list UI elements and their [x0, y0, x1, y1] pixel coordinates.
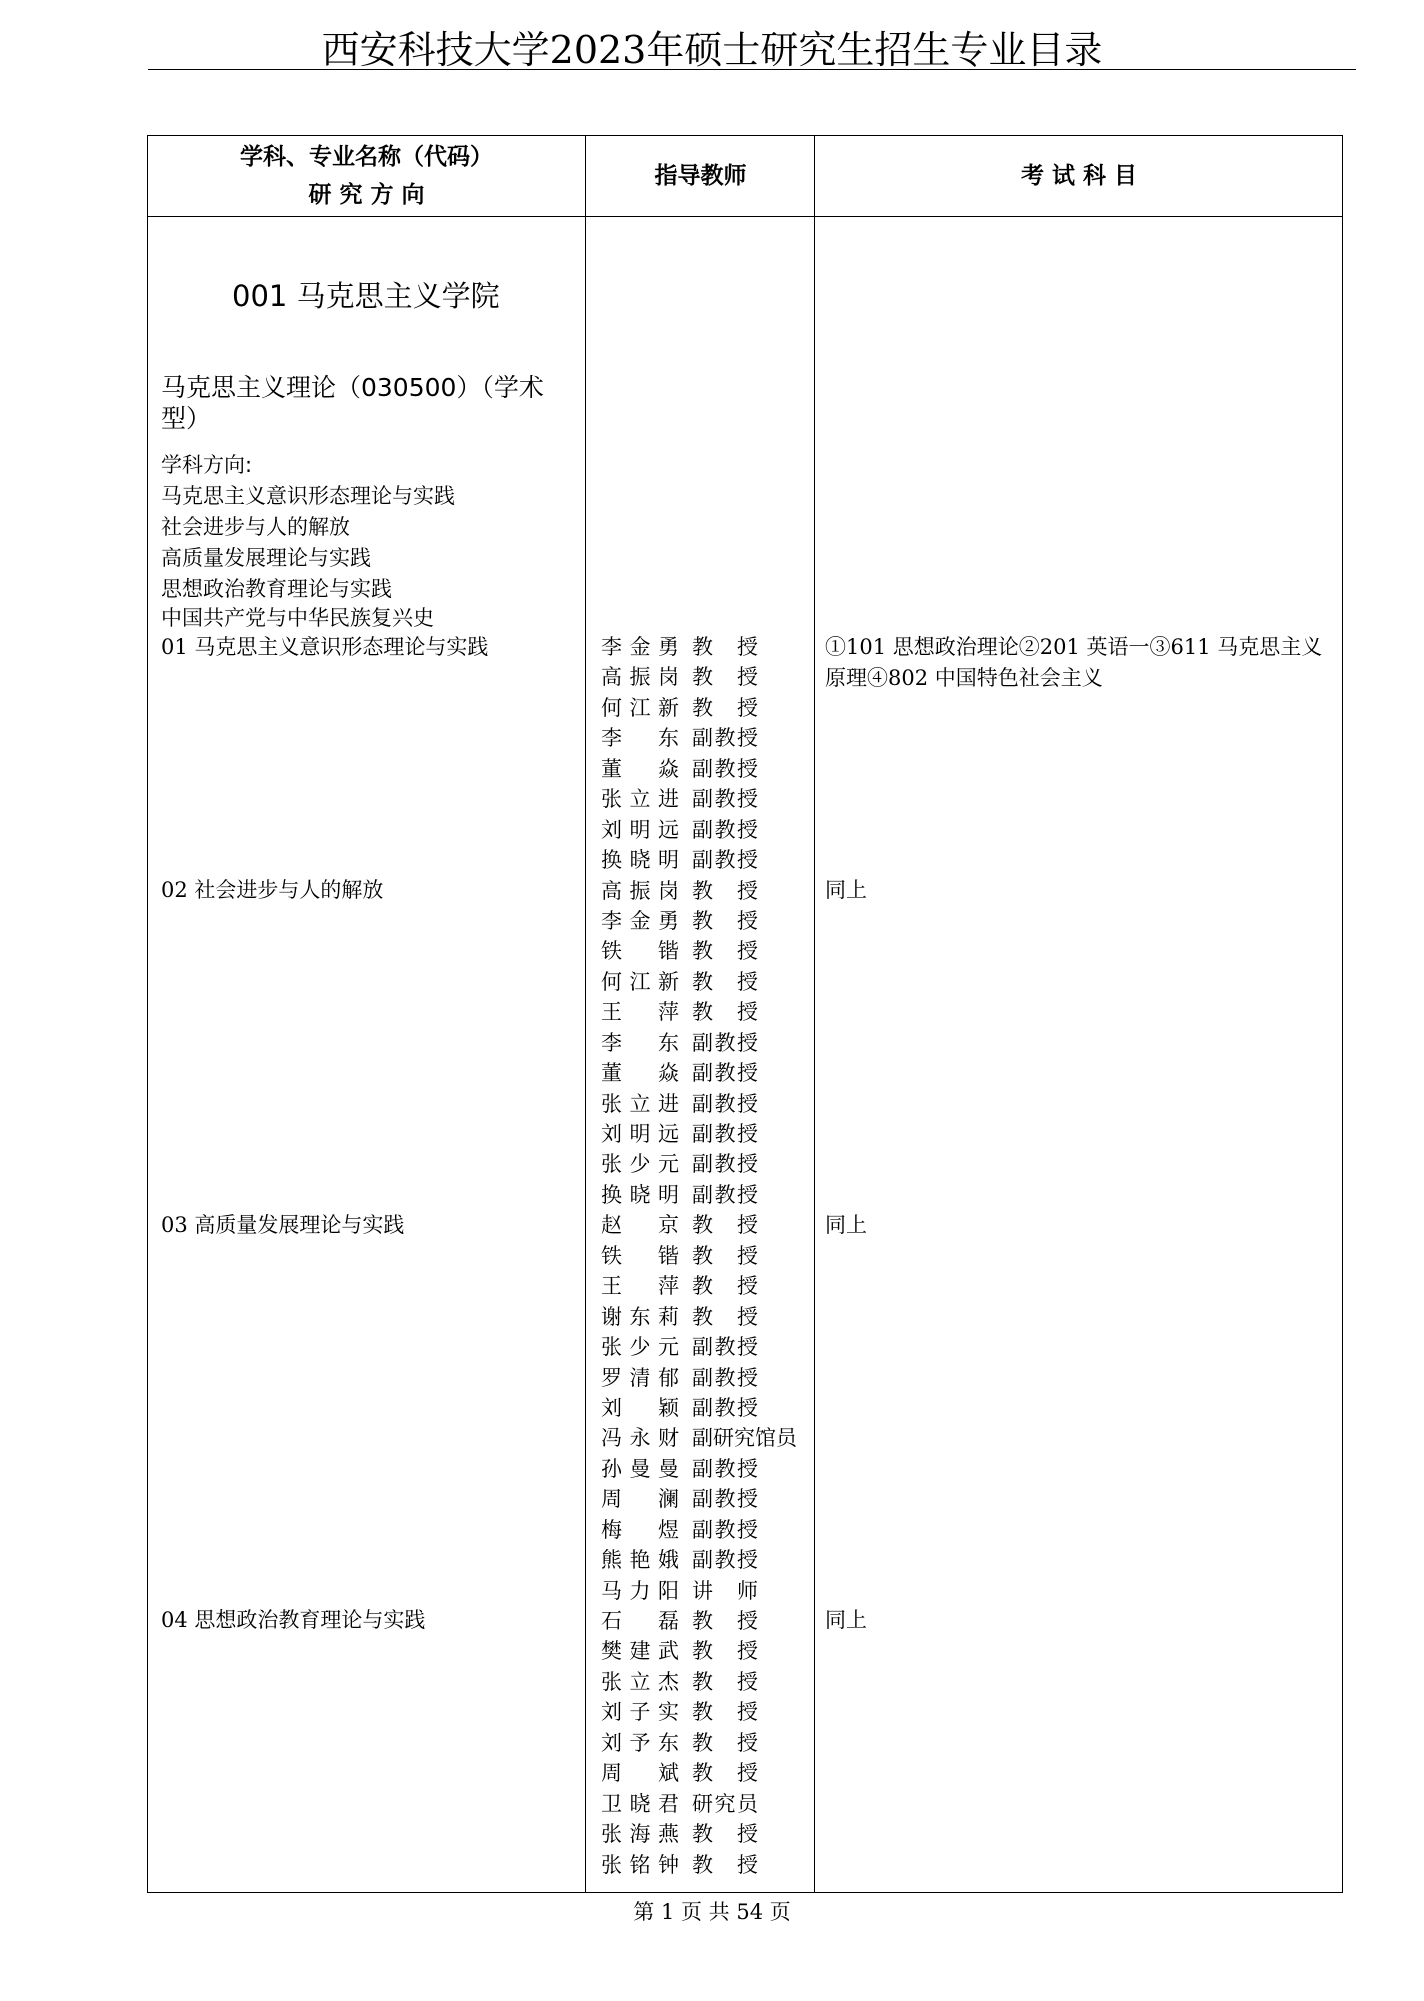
supervisor-row — [601, 754, 797, 784]
supervisor-title: 教授 — [692, 1274, 758, 1299]
supervisor-row — [601, 1149, 797, 1179]
supervisor-title: 副教授 — [692, 726, 758, 751]
supervisor-row — [601, 1606, 797, 1636]
supervisor-name: 张海燕 — [601, 1822, 679, 1847]
supervisor-row — [601, 784, 797, 814]
supervisor-title: 教授 — [692, 695, 758, 720]
supervisor-name: 马力阳 — [601, 1578, 679, 1603]
header-exam-subjects: 考 试 科 目 — [1020, 163, 1138, 189]
supervisor-name: 熊艳娥 — [601, 1548, 679, 1573]
direction-list-item: 马克思主义意识形态理论与实践 — [161, 484, 455, 508]
supervisor-name: 张少元 — [601, 1335, 679, 1360]
title-underline — [148, 69, 1356, 70]
supervisor-title: 副教授 — [692, 1152, 758, 1177]
supervisor-name: 高振岗 — [601, 878, 679, 903]
supervisor-row — [601, 1758, 797, 1788]
supervisor-title: 教授 — [692, 1852, 758, 1877]
supervisor-name: 李东 — [601, 726, 679, 751]
supervisor-name: 梅煜 — [601, 1517, 679, 1542]
supervisor-row — [601, 997, 797, 1027]
supervisor-title: 教授 — [692, 1609, 758, 1633]
supervisor-title: 副教授 — [692, 1548, 758, 1573]
supervisor-title: 副教授 — [692, 1456, 758, 1481]
major-name: 马克思主义理论（030500）（学术型） — [161, 373, 544, 433]
supervisor-row — [601, 1484, 797, 1514]
supervisor-name: 赵京 — [601, 1213, 679, 1238]
supervisor-row — [601, 1302, 797, 1332]
direction-list-item: 高质量发展理论与实践 — [161, 546, 371, 570]
supervisor-row — [601, 1576, 797, 1606]
research-direction-02: 02 社会进步与人的解放 — [161, 878, 384, 902]
supervisor-name: 张立进 — [601, 1091, 679, 1116]
supervisor-row — [601, 906, 797, 936]
supervisor-name: 董焱 — [601, 756, 679, 781]
supervisor-title: 副教授 — [692, 756, 758, 781]
supervisor-name: 张铭钟 — [601, 1852, 679, 1877]
supervisor-row — [601, 1210, 797, 1240]
header-research-direction: 研 究 方 向 — [308, 182, 425, 208]
supervisor-name: 张少元 — [601, 1152, 679, 1177]
supervisor-row — [601, 1850, 797, 1880]
supervisor-row — [601, 1667, 797, 1697]
supervisor-title: 副教授 — [692, 1182, 758, 1207]
supervisor-row — [601, 1545, 797, 1575]
supervisor-title: 教授 — [692, 1639, 758, 1664]
supervisor-row — [601, 1423, 797, 1453]
supervisor-row — [601, 936, 797, 966]
supervisor-row — [601, 1180, 797, 1210]
research-direction-04: 04 思想政治教育理论与实践 — [161, 1608, 426, 1632]
header-supervisor: 指导教师 — [654, 163, 747, 189]
supervisor-title: 教授 — [692, 1700, 758, 1725]
supervisor-name: 刘予东 — [601, 1730, 679, 1755]
supervisor-row — [601, 632, 797, 662]
supervisor-row — [601, 1454, 797, 1484]
supervisor-name: 孙曼曼 — [601, 1456, 679, 1481]
supervisor-title: 讲师 — [692, 1578, 758, 1603]
supervisor-row — [601, 1819, 797, 1849]
supervisor-name: 谢东莉 — [601, 1304, 679, 1329]
supervisor-title: 教授 — [692, 969, 758, 994]
supervisor-name: 高振岗 — [601, 665, 679, 690]
supervisor-title: 副教授 — [692, 1061, 758, 1086]
supervisor-title: 研究员 — [692, 1791, 758, 1816]
supervisor-name: 刘明远 — [601, 1122, 679, 1146]
exam-subjects-01: ①101 思想政治理论②201 英语一③611 马克思主义原理④802 中国特色社会主义 — [825, 635, 1323, 690]
supervisor-row — [601, 693, 797, 723]
supervisor-title: 副教授 — [692, 817, 758, 842]
supervisor-name: 董焱 — [601, 1061, 679, 1086]
supervisor-row — [601, 1271, 797, 1301]
supervisor-name: 刘子实 — [601, 1700, 679, 1725]
supervisor-row — [601, 1241, 797, 1271]
supervisor-name: 铁锴 — [601, 1243, 679, 1268]
supervisor-name: 王萍 — [601, 1274, 679, 1299]
supervisor-title: 教授 — [692, 908, 758, 933]
supervisor-title: 副教授 — [692, 1395, 758, 1420]
supervisor-title: 教授 — [692, 1304, 758, 1329]
supervisor-title: 教授 — [692, 1000, 758, 1025]
supervisor-name: 罗清郁 — [601, 1365, 679, 1390]
supervisor-title: 副教授 — [692, 1487, 758, 1512]
header-major-name: 学科、专业名称（代码） — [240, 144, 493, 170]
direction-list-item: 思想政治教育理论与实践 — [161, 577, 392, 601]
supervisor-name: 张立杰 — [601, 1669, 679, 1694]
header-major-cell — [147, 138, 586, 214]
supervisor-name: 张立进 — [601, 787, 679, 812]
supervisor-row — [601, 662, 797, 692]
supervisor-name: 石磊 — [601, 1609, 679, 1633]
page-title: 西安科技大学2023年硕士研究生招生专业目录 — [321, 28, 1103, 72]
supervisor-row — [601, 876, 797, 906]
supervisor-name: 李金勇 — [601, 635, 679, 659]
direction-list-item: 社会进步与人的解放 — [161, 515, 350, 539]
supervisor-name: 周澜 — [601, 1487, 679, 1512]
supervisor-title: 教授 — [692, 1669, 758, 1694]
supervisor-title: 副教授 — [692, 1122, 758, 1146]
supervisor-name: 樊建武 — [601, 1639, 679, 1664]
supervisor-title: 教授 — [692, 1213, 758, 1238]
supervisor-title: 教授 — [692, 635, 758, 659]
supervisor-row — [601, 845, 797, 875]
supervisor-list — [601, 632, 797, 1880]
research-direction-01: 01 马克思主义意识形态理论与实践 — [161, 635, 489, 659]
supervisor-name: 李金勇 — [601, 908, 679, 933]
supervisor-row — [601, 1332, 797, 1362]
supervisor-name: 换晓明 — [601, 1182, 679, 1207]
supervisor-name: 刘颖 — [601, 1395, 679, 1420]
supervisor-row — [601, 1697, 797, 1727]
supervisor-title: 副教授 — [692, 1030, 758, 1055]
supervisor-title: 副研究馆员 — [692, 1426, 797, 1451]
supervisor-row — [601, 1393, 797, 1423]
supervisor-row — [601, 1636, 797, 1666]
supervisor-row — [601, 1028, 797, 1058]
supervisor-name: 王萍 — [601, 1000, 679, 1025]
supervisor-row — [601, 723, 797, 753]
supervisor-title: 副教授 — [692, 787, 758, 812]
supervisor-row — [601, 1728, 797, 1758]
supervisor-name: 李东 — [601, 1030, 679, 1055]
supervisor-name: 周斌 — [601, 1761, 679, 1786]
column-divider-1 — [585, 135, 586, 1893]
supervisor-title: 教授 — [692, 939, 758, 964]
page-number: 第 1 页 共 54 页 — [633, 1900, 791, 1924]
supervisor-title: 副教授 — [692, 1091, 758, 1116]
supervisor-title: 教授 — [692, 1243, 758, 1268]
directions-label: 学科方向: — [161, 453, 253, 477]
exam-subjects-04: 同上 — [825, 1608, 867, 1632]
supervisor-title: 教授 — [692, 878, 758, 903]
supervisor-name: 卫晓君 — [601, 1791, 679, 1816]
supervisor-title: 副教授 — [692, 1517, 758, 1542]
supervisor-name: 何江新 — [601, 969, 679, 994]
supervisor-title: 教授 — [692, 1730, 758, 1755]
supervisor-name: 刘明远 — [601, 817, 679, 842]
supervisor-title: 副教授 — [692, 1365, 758, 1390]
supervisor-title: 副教授 — [692, 848, 758, 873]
direction-list-item: 中国共产党与中华民族复兴史 — [161, 606, 434, 630]
college-name: 001 马克思主义学院 — [232, 279, 500, 313]
supervisor-name: 何江新 — [601, 695, 679, 720]
column-divider-2 — [814, 135, 815, 1893]
supervisor-row — [601, 1515, 797, 1545]
supervisor-row — [601, 1119, 797, 1149]
supervisor-row — [601, 1058, 797, 1088]
supervisor-title: 教授 — [692, 1761, 758, 1786]
supervisor-name: 冯永财 — [601, 1426, 679, 1451]
header-divider — [147, 216, 1343, 217]
supervisor-row — [601, 1089, 797, 1119]
supervisor-title: 教授 — [692, 665, 758, 690]
supervisor-row — [601, 815, 797, 845]
supervisor-title: 副教授 — [692, 1335, 758, 1360]
exam-subjects-03: 同上 — [825, 1213, 867, 1237]
supervisor-row — [601, 1789, 797, 1819]
supervisor-row — [601, 1363, 797, 1393]
supervisor-name: 换晓明 — [601, 848, 679, 873]
supervisor-row — [601, 967, 797, 997]
supervisor-name: 铁锴 — [601, 939, 679, 964]
supervisor-title: 教授 — [692, 1822, 758, 1847]
exam-subjects-02: 同上 — [825, 878, 867, 902]
research-direction-03: 03 高质量发展理论与实践 — [161, 1213, 405, 1237]
